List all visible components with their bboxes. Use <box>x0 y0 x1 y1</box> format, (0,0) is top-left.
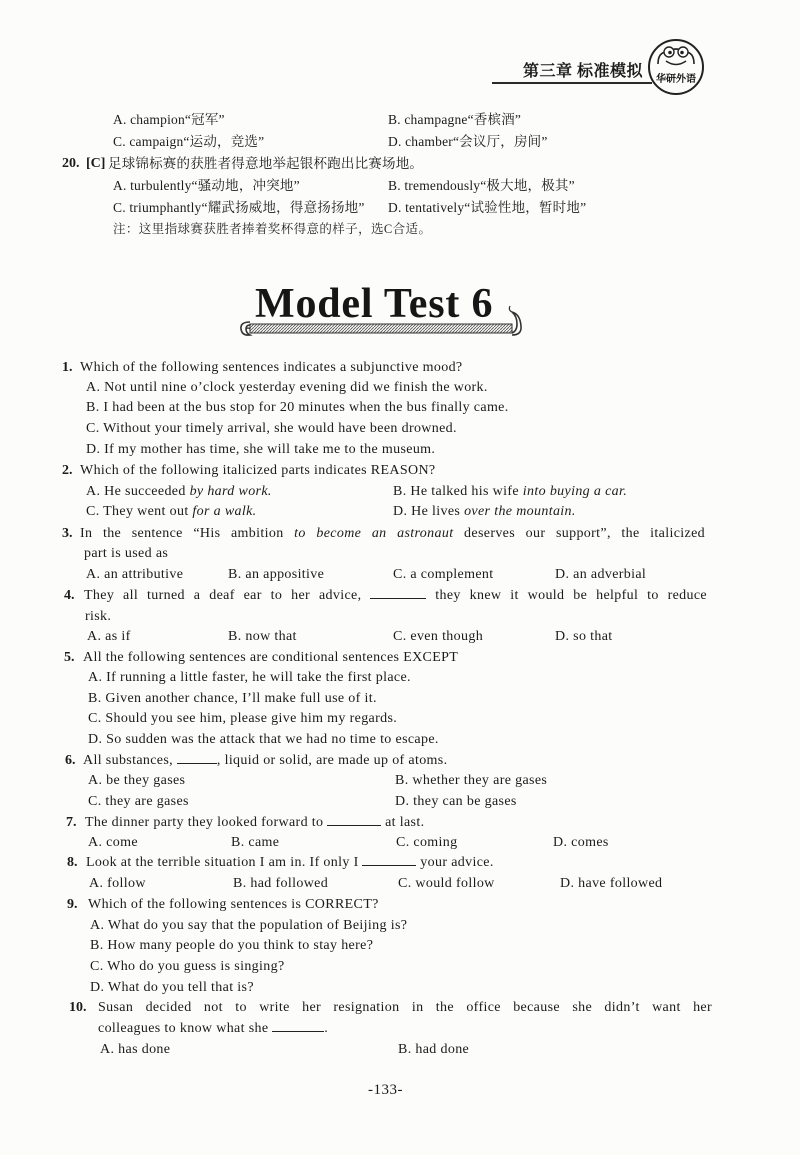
q5-option-a: A. If running a little faster, he will take the first place. <box>88 670 411 685</box>
q8-answer-blank <box>362 853 416 866</box>
q20-option-b: B. tremendously“极大地，极其” <box>388 178 575 193</box>
q2-option-d-text: D. He lives <box>393 504 465 519</box>
q8-number: 8. <box>67 855 78 870</box>
page-number: -133- <box>368 1082 403 1098</box>
q2-option-d <box>393 502 576 522</box>
q3-number: 3. <box>62 526 73 541</box>
q10-stem: Susan decided not to write her resignation in the office because she didn’t want her <box>98 1000 712 1015</box>
q8-option-d: D. have followed <box>560 876 663 891</box>
q20-note: 注：这里指球赛获胜者捧着奖杯得意的样子，选C合适。 <box>113 222 432 236</box>
q20-number: 20. <box>62 156 80 171</box>
q10-number: 10. <box>69 1000 87 1015</box>
q2-stem: Which of the following italicized parts indicates REASON? <box>80 463 436 478</box>
q20-option-d: D. tentatively“试验性地，暂时地” <box>388 200 587 215</box>
q19-option-c: C. campaign“运动，竞选” <box>113 134 265 149</box>
test-title: Model Test 6 <box>255 281 494 327</box>
q1-option-d: D. If my mother has time, she will take me to the museum. <box>86 442 436 457</box>
q3-stem-after: deserves our support”, the italicized <box>453 526 705 541</box>
q4-number: 4. <box>64 588 75 603</box>
q7-option-d: D. comes <box>553 835 609 850</box>
q2-number: 2. <box>62 463 73 478</box>
q5-option-c: C. Should you see him, please give him my regards. <box>88 711 398 726</box>
q10-option-b: B. had done <box>398 1042 470 1057</box>
q10-answer-blank <box>272 1019 324 1032</box>
q20-option-a: A. turbulently“骚动地，冲突地” <box>113 178 300 193</box>
q5-stem: All the following sentences are conditional sentences EXCEPT <box>83 650 459 665</box>
q6-option-c: C. they are gases <box>88 794 189 809</box>
q6-stem-after: , liquid or solid, are made up of atoms. <box>216 753 448 768</box>
q2-option-c-italic: for a walk. <box>192 504 257 519</box>
q8-option-c: C. would follow <box>398 876 495 891</box>
q4-option-a: A. as if <box>87 629 131 644</box>
header-rule <box>492 82 652 84</box>
q1-option-b: B. I had been at the bus stop for 20 minutes when the bus finally came. <box>86 400 509 415</box>
q5-option-b: B. Given another chance, I’ll make full use of it. <box>88 691 377 706</box>
q2-option-b-text: B. He talked his wife <box>393 484 523 499</box>
q8-stem-before: Look at the terrible situation I am in. If only I <box>86 855 363 870</box>
q3-option-a: A. an attributive <box>86 567 184 582</box>
q20-answer: [C] <box>86 156 106 171</box>
q19-option-a: A. champion“冠军” <box>113 112 225 127</box>
q5-number: 5. <box>64 650 75 665</box>
chapter-title: 第三章 标准模拟 <box>523 63 644 80</box>
q3-stem-italic: to become an astronaut <box>294 526 454 541</box>
logo-text: 华研外语 <box>656 74 696 85</box>
q9-option-b: B. How many people do you think to stay here? <box>90 938 374 953</box>
q4-answer-blank <box>370 586 426 599</box>
q1-option-a: A. Not until nine o’clock yesterday evening did we finish the work. <box>86 380 488 395</box>
q7-option-b: B. came <box>231 835 280 850</box>
q6-option-d: D. they can be gases <box>395 794 517 809</box>
q8-option-b: B. had followed <box>233 876 329 891</box>
q6-stem <box>83 751 447 771</box>
q7-option-c: C. coming <box>396 835 458 850</box>
q4-stem <box>84 586 707 606</box>
q1-number: 1. <box>62 360 73 375</box>
q9-number: 9. <box>67 897 78 912</box>
q9-option-c: C. Who do you guess is singing? <box>90 959 285 974</box>
q5-option-d: D. So sudden was the attack that we had no time to escape. <box>88 732 439 747</box>
q3-option-c: C. a complement <box>393 567 494 582</box>
q8-option-a: A. follow <box>89 876 146 891</box>
q4-option-d: D. so that <box>555 629 613 644</box>
q6-answer-blank <box>177 751 217 764</box>
q4-stem-after: they knew it would be helpful to reduce <box>426 588 707 603</box>
q6-stem-before: All substances, <box>83 753 177 768</box>
q2-option-a-text: A. He succeeded <box>86 484 190 499</box>
q10-stem-continued-after: . <box>324 1021 329 1036</box>
q20-option-c: C. triumphantly“耀武扬威地，得意扬扬地” <box>113 200 365 215</box>
q19-option-b: B. champagne“香槟酒” <box>388 112 522 127</box>
q8-stem-after: your advice. <box>416 855 494 870</box>
q7-stem-before: The dinner party they looked forward to <box>85 815 328 830</box>
q4-option-b: B. now that <box>228 629 297 644</box>
q20-translation: 足球锦标赛的获胜者得意地举起银杯跑出比赛场地。 <box>108 156 424 171</box>
q8-stem <box>86 853 494 873</box>
q1-stem: Which of the following sentences indicates a subjunctive mood? <box>80 360 463 375</box>
q2-option-b-italic: into buying a car. <box>522 484 628 499</box>
q9-stem: Which of the following sentences is CORRECT? <box>88 897 379 912</box>
q6-number: 6. <box>65 753 76 768</box>
q6-option-a: A. be they gases <box>88 773 186 788</box>
q4-stem-before: They all turned a deaf ear to her advice, <box>84 588 371 603</box>
q4-stem-continued: risk. <box>85 609 112 624</box>
q7-answer-blank <box>327 813 381 826</box>
q3-option-b: B. an appositive <box>228 567 325 582</box>
q19-option-d: D. chamber“会议厅，房间” <box>388 134 548 149</box>
q9-option-d: D. What do you tell that is? <box>90 980 254 995</box>
q10-stem-continued <box>98 1019 328 1039</box>
q2-option-c-text: C. They went out <box>86 504 193 519</box>
q3-stem-continued: part is used as <box>84 546 169 561</box>
q2-option-c <box>86 502 257 522</box>
q7-stem-after: at last. <box>381 815 425 830</box>
q10-option-a: A. has done <box>100 1042 171 1057</box>
q3-stem <box>80 524 705 544</box>
q6-option-b: B. whether they are gases <box>395 773 548 788</box>
q2-option-b <box>393 482 627 502</box>
q7-option-a: A. come <box>88 835 138 850</box>
q2-option-d-italic: over the mountain. <box>464 504 576 519</box>
q2-option-a-italic: by hard work. <box>189 484 272 499</box>
q1-option-c: C. Without your timely arrival, she would have been drowned. <box>86 421 457 436</box>
q3-option-d: D. an adverbial <box>555 567 647 582</box>
publisher-logo <box>647 37 705 97</box>
q7-stem <box>85 813 424 833</box>
q9-option-a: A. What do you say that the population of Beijing is? <box>90 918 408 933</box>
q2-option-a <box>86 482 272 502</box>
q10-stem-continued-before: colleagues to know what she <box>98 1021 273 1036</box>
q4-option-c: C. even though <box>393 629 484 644</box>
q3-stem-before: In the sentence “His ambition <box>80 526 295 541</box>
q7-number: 7. <box>66 815 77 830</box>
